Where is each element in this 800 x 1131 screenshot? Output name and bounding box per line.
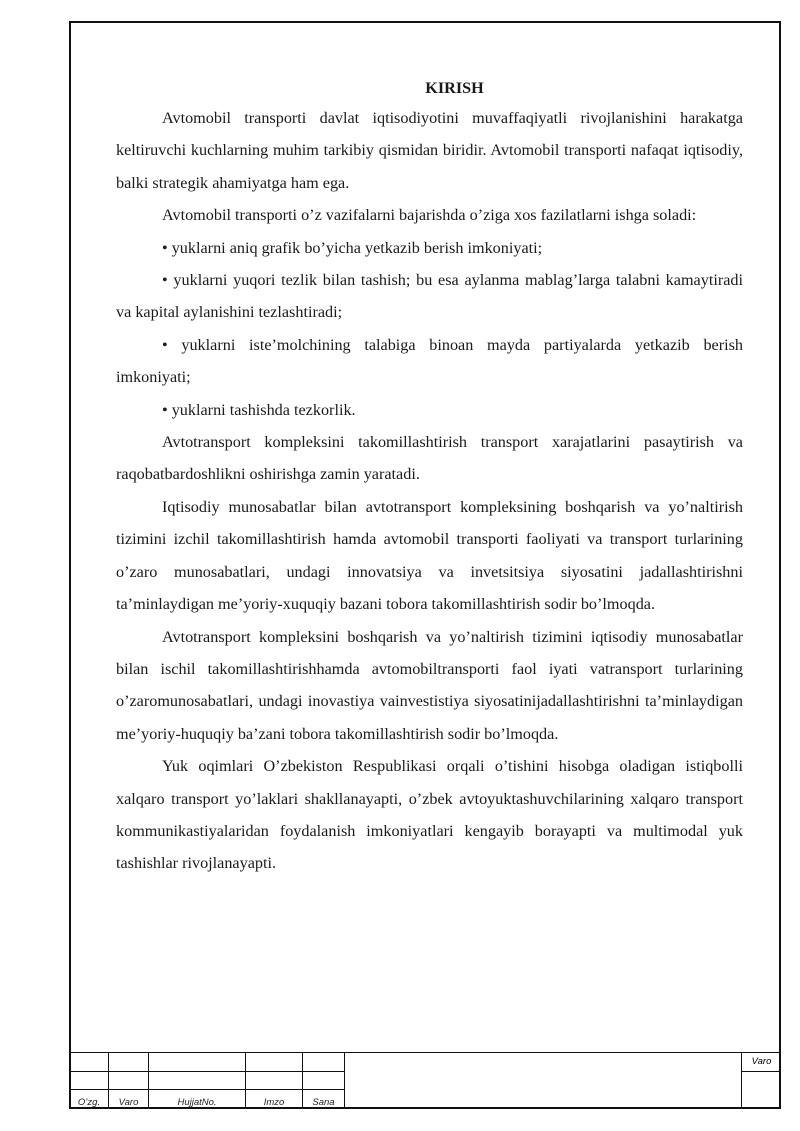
revision-table <box>69 1052 345 1109</box>
label-ozg: O’zg. <box>70 1090 109 1109</box>
revision-cell <box>246 1053 303 1072</box>
document-title: KIRISH <box>425 79 484 97</box>
revision-cell <box>70 1053 109 1072</box>
revision-cell <box>109 1071 149 1090</box>
revision-cell <box>303 1071 345 1090</box>
label-varo: Varo <box>109 1090 149 1109</box>
page-label: Varo <box>751 1056 772 1067</box>
document-body <box>116 74 743 880</box>
title-block <box>69 1052 781 1109</box>
revision-cell <box>149 1071 246 1090</box>
paragraph: Avtomobil transporti o’z vazifalarni bajarishda o’ziga xos fazilatlarni ishga soladi: <box>162 206 697 225</box>
bullet-item: • yuklarni yuqori tezlik bilan tashish; bu esa aylanma mablag’larga talabni kamaytiradi va kapital aylanishini tezlashtiradi; <box>116 271 743 322</box>
revision-cell <box>109 1053 149 1072</box>
bullet-item: • yuklarni tashishda tezkorlik. <box>162 400 356 419</box>
paragraph: Yuk oqimlari O’zbekiston Respublikasi orqali o’tishini hisobga oladigan istiqbolli xalqaro transport yo’laklari shakllanayapti, o’zbek avtoyuktashuvchilarining xalqaro transport kommunikastiyalaridan foydalanish imkoniyatlari kengayib borayapti va multimodal yuk tashishlar rivojlanayapti. <box>116 757 743 873</box>
label-hujjat-no: HujjatNo. <box>149 1090 246 1109</box>
revision-cell <box>149 1053 246 1072</box>
paragraph: Iqtisodiy munosabatlar bilan avtotransport kompleksining boshqarish va yo’naltirish tizimini izchil takomillashtirish hamda avtomobil transporti faoliyati va transport turlarining o’zaro munosabatlari, undagi innovatsiya va invetsitsiya siyosatini jadallashtirishni ta’minlaydigan me’yoriy-xuquqiy bazani tobora takomillashtirish sodir bo’lmoqda. <box>116 497 743 614</box>
revision-cell <box>70 1071 109 1090</box>
paragraph: Avtotransport kompleksini takomillashtirish transport xarajatlarini pasaytirish va raqobatbardoshlikni oshirishga zamin yaratadi. <box>116 433 743 484</box>
page-box-divider <box>742 1071 781 1072</box>
revision-cell <box>303 1053 345 1072</box>
paragraph: Avtomobil transporti davlat iqtisodiyotini muvaffaqiyatli rivojlanishini harakatga keltiruvchi kuchlarning muhim tarkibiy qismidan biridir. Avtomobil transporti nafaqat iqtisodiy, balki strategik ahamiyatga ham ega. <box>116 109 743 192</box>
paragraph: Avtotransport kompleksini boshqarish va yo’naltirish tizimini iqtisodiy munosabatlar bilan ischil takomillashtirishhamda avtomobiltransporti faol iyati vatransport turlarining o’zaromunosabatlari, undagi inovastiya vainvestistiya siyosatinijadallashtirishni ta’minlaydigan me’yoriy-huquqiy ba’zani tobora takomillashtirish sodir bo’lmoqda. <box>116 627 743 743</box>
bullet-item: • yuklarni iste’molchining talabiga binoan mayda partiyalarda yetkazib berish imkoniyati; <box>116 335 743 387</box>
revision-cell <box>246 1071 303 1090</box>
label-imzo: Imzo <box>246 1090 303 1109</box>
bullet-item: • yuklarni aniq grafik bo’yicha yetkazib berish imkoniyati; <box>162 238 543 257</box>
page-number-box <box>741 1052 781 1109</box>
title-block-divider <box>344 1052 345 1109</box>
label-sana: Sana <box>303 1090 345 1109</box>
